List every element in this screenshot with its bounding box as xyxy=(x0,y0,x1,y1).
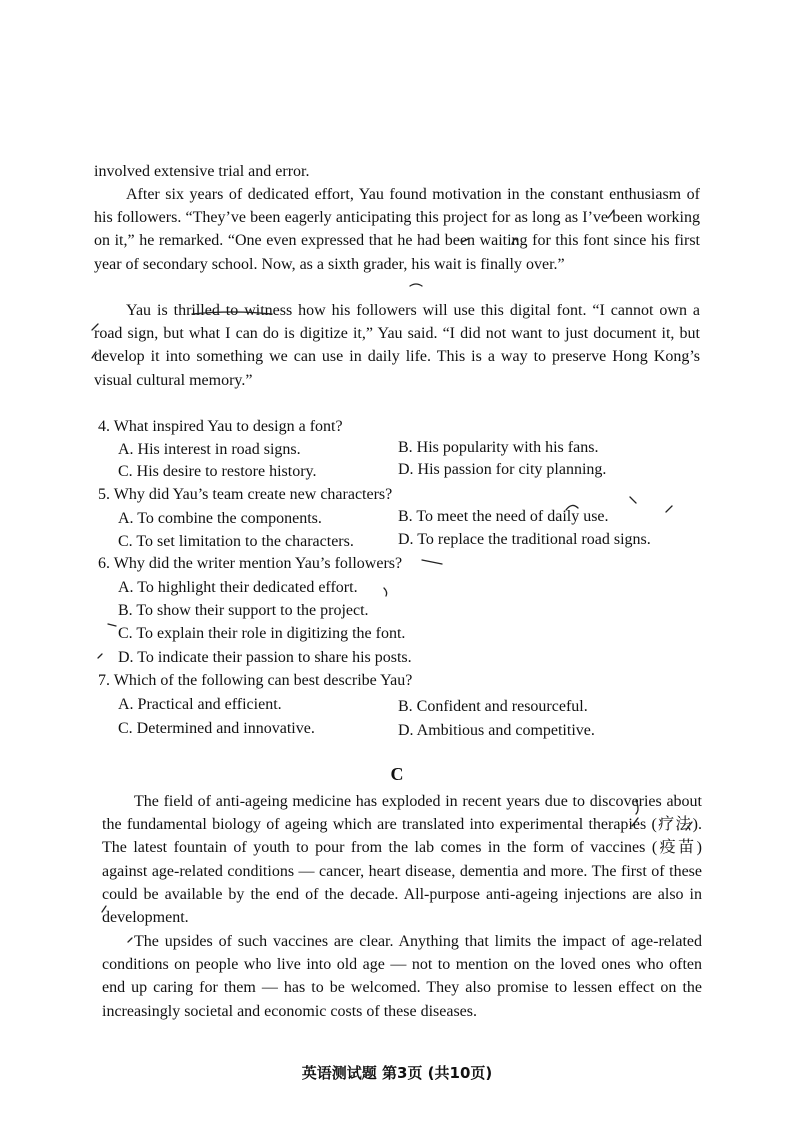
section-c-para1: The field of anti-ageing medicine has exploded in recent years due to discoveries about the fundamental biology of ageing which are translated into experimental therapies (疗法). The latest fountain of youth to pour from the lab comes in the form of vaccines (疫苗) against age-related conditions — cancer, heart disease, dementia and more. The first of these could be available by the end of the decade. All-purpose anti-ageing injections are also in development. xyxy=(102,793,702,927)
question-5-option-a: A. To combine the components. xyxy=(118,510,322,527)
question-7-option-d: D. Ambitious and competitive. xyxy=(398,722,595,739)
question-7-option-c: C. Determined and innovative. xyxy=(118,720,315,737)
question-5-option-d: D. To replace the traditional road signs. xyxy=(398,531,651,548)
passage-b-para3: Yau is thrilled to witness how his followers will use this digital font. “I cannot own a road sign, but what I can do is digitize it,” Yau said. “I did not want to just document it, but develop it into something we can use in daily life. This is a way to preserve Hong Kong’s visual cultural memory.” xyxy=(94,302,700,389)
question-4-option-d: D. His passion for city planning. xyxy=(398,461,607,478)
passage-b-para1-tail: involved extensive trial and error. xyxy=(94,163,310,180)
question-4-option-b: B. His popularity with his fans. xyxy=(398,439,599,456)
passage-b-para2: After six years of dedicated effort, Yau found motivation in the constant enthusiasm of his followers. “They’ve been eagerly anticipating this project for as long as I’ve been working on it,” he remarked. “One even expressed that he had been waiting for this font since his first year of secondary school. Now, as a sixth grader, his wait is finally over.” xyxy=(94,186,700,273)
section-c-heading: C xyxy=(390,764,404,784)
question-7-option-a: A. Practical and efficient. xyxy=(118,696,282,713)
question-5-stem: 5. Why did Yau’s team create new characters? xyxy=(98,486,393,503)
question-7-stem: 7. Which of the following can best describe Yau? xyxy=(98,672,413,689)
question-4-stem: 4. What inspired Yau to design a font? xyxy=(98,418,343,435)
question-6-option-c: C. To explain their role in digitizing the font. xyxy=(118,625,406,642)
question-6-option-a: A. To highlight their dedicated effort. xyxy=(118,579,358,596)
question-6-option-d: D. To indicate their passion to share his posts. xyxy=(118,649,412,666)
question-4-option-c: C. His desire to restore history. xyxy=(118,463,317,480)
question-6-option-b: B. To show their support to the project. xyxy=(118,602,369,619)
question-5-option-b: B. To meet the need of daily use. xyxy=(398,508,609,525)
page-footer: 英语测试题 第3页 (共10页) xyxy=(301,1064,493,1082)
section-c-para2: The upsides of such vaccines are clear. Anything that limits the impact of age-related conditions on people who live into old age — not to mention on the loved ones who often end up caring for them — has to be welcomed. They also promise to lessen effect on the increasingly societal and economic costs of these diseases. xyxy=(102,933,702,1020)
question-6-stem: 6. Why did the writer mention Yau’s followers? xyxy=(98,555,403,572)
question-5-option-c: C. To set limitation to the characters. xyxy=(118,533,354,550)
question-7-option-b: B. Confident and resourceful. xyxy=(398,698,588,715)
question-4-option-a: A. His interest in road signs. xyxy=(118,441,301,458)
